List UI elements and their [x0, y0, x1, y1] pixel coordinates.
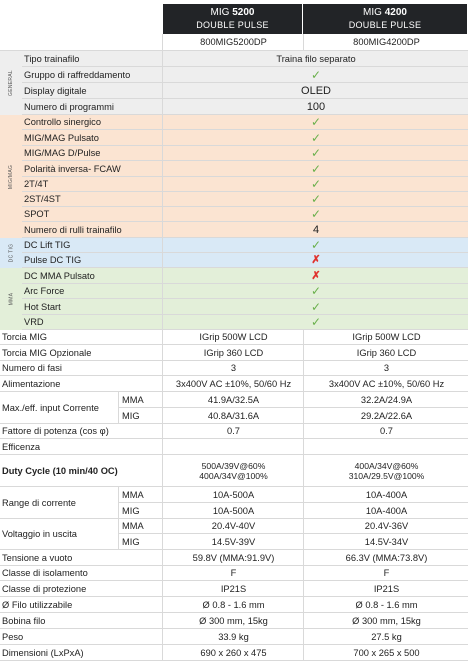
check-icon: ✓ [162, 299, 468, 314]
spec-row: Classe di isolamento F F [0, 566, 468, 581]
feature-row: Display digitale OLED [22, 83, 468, 99]
product-code: 800MIG4200DP [303, 34, 468, 50]
feature-row: Numero di programmi 100 [22, 99, 468, 115]
spec-row: Classe di protezione IP21S IP21S [0, 581, 468, 597]
feature-row: Hot Start ✓ [22, 299, 468, 315]
check-icon: ✓ [162, 161, 468, 176]
model-number: 4200 [384, 7, 407, 18]
feature-row: VRD ✓ [22, 315, 468, 330]
feature-row: 2ST/4ST ✓ [22, 192, 468, 207]
feature-row: DC Lift TIG ✓ [22, 238, 468, 253]
spec-row: Numero di fasi 3 3 [0, 361, 468, 376]
feature-row: 2T/4T ✓ [22, 177, 468, 192]
feature-row: Gruppo di raffreddamento ✓ [22, 67, 468, 83]
check-icon: ✓ [162, 67, 468, 82]
spec-row: Fattore di potenza (cos φ) 0.7 0.7 [0, 424, 468, 439]
group-label-mma: MMA [0, 268, 22, 330]
spec-row: Ø Filo utilizzabile Ø 0.8 - 1.6 mm Ø 0.8 - 1.6 mm [0, 597, 468, 613]
feature-row: Polarità inversa- FCAW ✓ [22, 161, 468, 177]
feature-row: Pulse DC TIG ✗ [22, 253, 468, 268]
check-icon: ✓ [162, 130, 468, 145]
spec-row: Duty Cycle (10 min/40 OC) 500A/39V@60% 400A/34V@100% 400A/34V@60% 310A/29.5V@100% [0, 455, 468, 487]
feature-row: Tipo trainafilo Traina filo separato [22, 51, 468, 67]
spec-subrow: MMA 10A-500A 10A-400A [118, 487, 468, 503]
model-header-5200 [163, 4, 302, 34]
spec-row: Torcia MIG IGrip 500W LCD IGrip 500W LCD [0, 330, 468, 345]
group-label-general: GENERAL [0, 51, 22, 115]
model-subtitle: DOUBLE PULSE [196, 20, 269, 30]
spec-row: Torcia MIG Opzionale IGrip 360 LCD IGrip 360 LCD [0, 345, 468, 361]
cross-icon: ✗ [162, 253, 468, 267]
spec-row: Dimensioni (LxPxA) 690 x 260 x 475 700 x 265 x 500 [0, 645, 468, 661]
product-code: 800MIG5200DP [162, 34, 304, 50]
check-icon: ✓ [162, 315, 468, 329]
model-number: 5200 [232, 7, 255, 18]
check-icon: ✓ [162, 115, 468, 129]
check-icon: ✓ [162, 146, 468, 160]
model-header-4200 [303, 4, 467, 34]
spec-subrow: MMA 41.9A/32.5A 32.2A/24.9A [118, 392, 468, 408]
feature-row: MIG/MAG Pulsato ✓ [22, 130, 468, 146]
spec-row: Voltaggio in uscita [0, 519, 468, 550]
header-spacer [0, 4, 162, 34]
cross-icon: ✗ [162, 268, 468, 283]
check-icon: ✓ [162, 207, 468, 221]
spec-row: Bobina filo Ø 300 mm, 15kg Ø 300 mm, 15kg [0, 613, 468, 629]
check-icon: ✓ [162, 192, 468, 206]
model-prefix: MIG [363, 7, 385, 18]
spec-row: Max./eff. input Corrente [0, 392, 468, 424]
spec-row: Peso 33.9 kg 27.5 kg [0, 629, 468, 645]
spec-row: Alimentazione 3x400V AC ±10%, 50/60 Hz 3x400V AC ±10%, 50/60 Hz [0, 376, 468, 392]
spec-row: Tensione a vuoto 59.8V (MMA:91.9V) 66.3V (MMA:73.8V) [0, 550, 468, 566]
feature-row: SPOT ✓ [22, 207, 468, 222]
spec-subrow: MIG 10A-500A 10A-400A [118, 503, 468, 519]
spec-subrow: MIG 14.5V-39V 14.5V-34V [118, 534, 468, 550]
feature-row: Controllo sinergico ✓ [22, 115, 468, 130]
table-header [0, 4, 468, 34]
group-label-migmag: MIG/MAG [0, 115, 22, 238]
group-label-tig: DC TIG [0, 238, 22, 268]
feature-row: MIG/MAG D/Pulse ✓ [22, 146, 468, 161]
feature-row: DC MMA Pulsato ✗ [22, 268, 468, 284]
spec-subrow: MMA 20.4V-40V 20.4V-36V [118, 519, 468, 534]
spec-row: Efficenza [0, 439, 468, 455]
check-icon: ✓ [162, 177, 468, 191]
feature-row: Arc Force ✓ [22, 284, 468, 299]
spec-row: Range di corrente [0, 487, 468, 519]
check-icon: ✓ [162, 284, 468, 298]
product-code-row [0, 34, 468, 51]
model-prefix: MIG [210, 7, 233, 18]
feature-row: Numero di rulli trainafilo 4 [22, 222, 468, 238]
check-icon: ✓ [162, 238, 468, 252]
model-subtitle: DOUBLE PULSE [348, 20, 422, 30]
spec-subrow: MIG 40.8A/31.6A 29.2A/22.6A [118, 408, 468, 424]
